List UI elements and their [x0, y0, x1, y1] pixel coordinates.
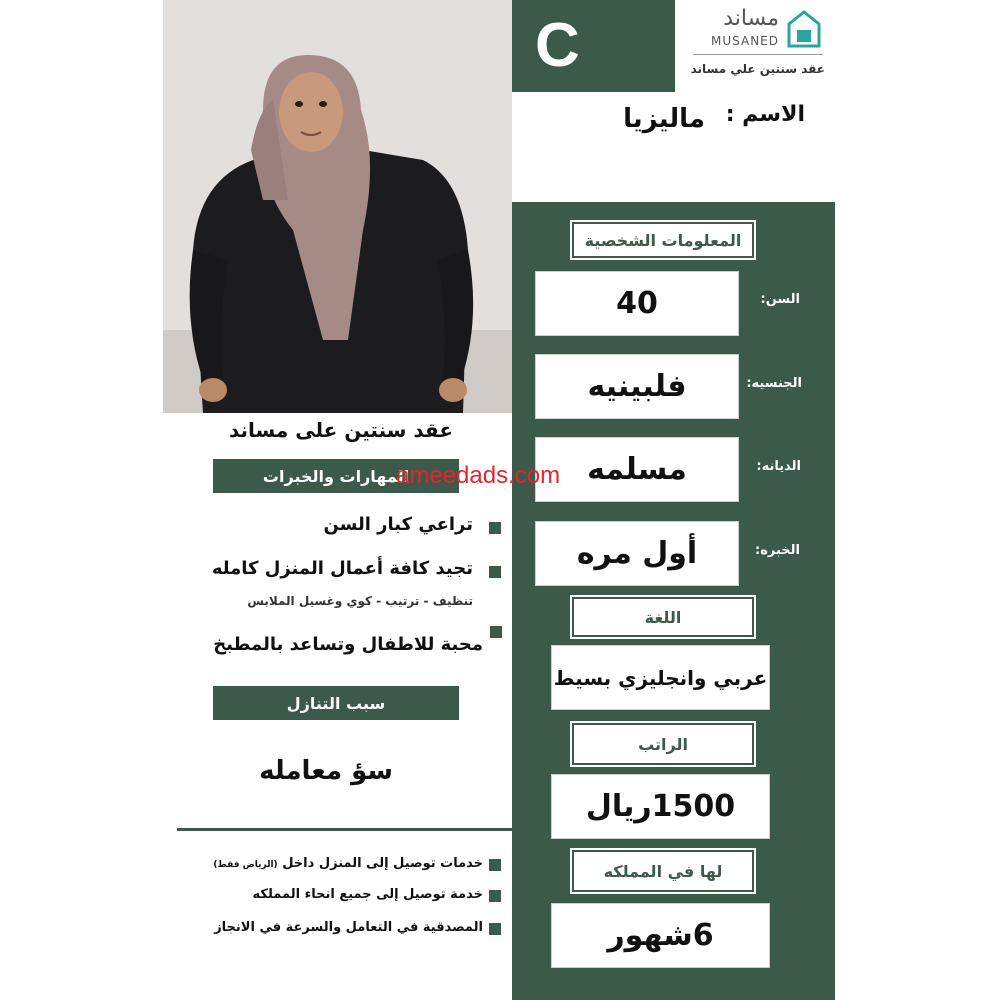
skill-item: تراعي كبار السن: [323, 514, 473, 535]
personal-info-header: المعلومات الشخصية: [572, 222, 754, 258]
service-text: خدمات توصيل إلى المنزل داخل: [282, 856, 483, 871]
nationality-label: الجنسيه:: [746, 376, 802, 391]
cv-title: C: [535, 11, 586, 80]
bullet-icon: [490, 626, 502, 638]
language-header: اللغة: [572, 597, 754, 637]
experience-value: أول مره: [535, 521, 739, 586]
bullet-icon: [489, 859, 501, 871]
in-kingdom-value: 6شهور: [551, 903, 770, 968]
skill-item: محبة للاطفال وتساعد بالمطبخ: [213, 634, 483, 655]
salary-value: 1500ريال: [551, 774, 770, 839]
age-value: 40: [535, 271, 739, 336]
logo-divider: [693, 54, 823, 55]
logo-box: [675, 0, 835, 92]
person-photo-icon: [163, 0, 512, 413]
religion-label: الديانه:: [756, 459, 801, 474]
service-item: المصدقية في التعامل والسرعة في الانجاز: [214, 920, 483, 935]
in-kingdom-header: لها في المملكه: [572, 850, 754, 892]
age-label: السن:: [760, 292, 800, 307]
reason-header: سبب التنازل: [213, 686, 459, 720]
nationality-value: فلبينيه: [535, 354, 739, 419]
logo-ar: مساند: [723, 6, 779, 31]
contract-text: عقد سنتين على مساند: [228, 418, 453, 442]
bullet-icon: [489, 566, 501, 578]
service-note: (الرياض فقط): [213, 860, 278, 870]
musaned-logo-icon: [783, 6, 825, 50]
name-value: ماليزيا: [623, 104, 705, 134]
skill-subitem: تنظيف - ترتيب - كوي وغسيل الملابس: [247, 594, 473, 608]
watermark: ameedads.com: [396, 462, 561, 489]
skills-header: المهارات والخبرات: [213, 459, 459, 493]
bullet-icon: [489, 522, 501, 534]
logo-tagline: عقد سنتين علي مساند: [690, 62, 825, 76]
service-item: [173, 856, 483, 871]
religion-value: مسلمه: [535, 437, 739, 502]
profile-photo: [163, 0, 512, 413]
name-row: [512, 92, 835, 202]
cv-sheet: [163, 0, 835, 1000]
section-divider: [177, 828, 512, 831]
service-item: خدمة توصيل إلى جميع انحاء المملكه: [252, 887, 483, 902]
skill-item: تجيد كافة أعمال المنزل كامله: [211, 558, 473, 579]
logo-en: MUSANED: [711, 34, 779, 48]
reason-value: سؤ معامله: [259, 756, 393, 786]
language-value: عربي وانجليزي بسيط: [551, 645, 770, 710]
bullet-icon: [489, 890, 501, 902]
experience-label: الخبره:: [755, 543, 800, 558]
name-label: الاسم :: [725, 102, 805, 127]
bullet-icon: [489, 923, 501, 935]
salary-header: الراتب: [572, 723, 754, 765]
